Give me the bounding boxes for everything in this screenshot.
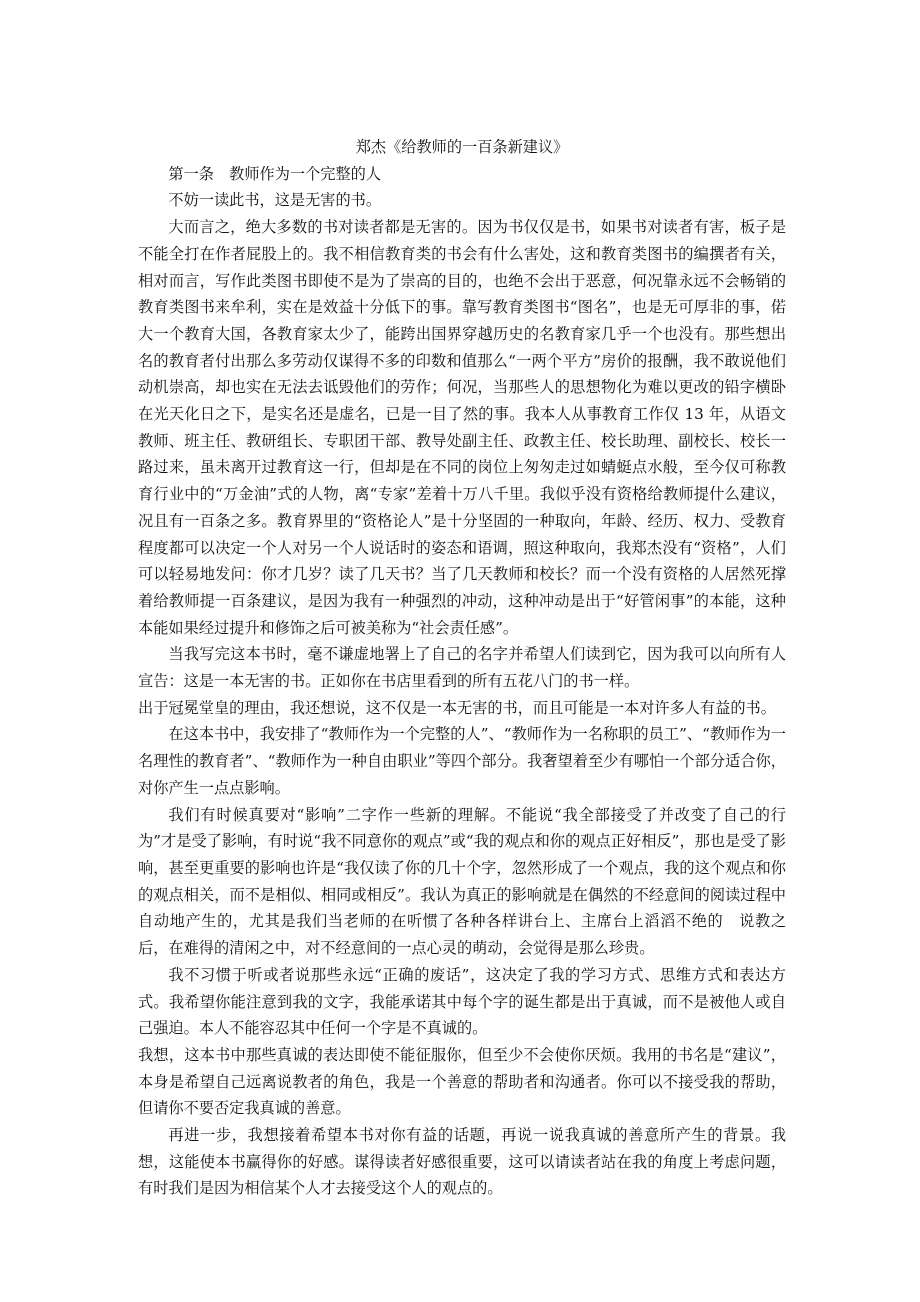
paragraph: 当我写完这本书时，毫不谦虚地署上了自己的名字并希望人们读到它，因为我可以向所有人宣告：这是一本无害的书。正如你在书店里看到的所有五花八门的书一样。 <box>138 645 786 691</box>
paragraph: 我们有时候真要对“影响”二字作一些新的理解。不能说“我全部接受了并改变了自己的行为”才是受了影响，有时说“我不同意你的观点”或“我的观点和你的观点正好相反”，那也是受了影响，甚至更重要的影响也许是“我仅读了你的几十个字，忽然形成了一个观点，我的这个观点和你的观点相关，而不是相似、相同或相反”。我认为真正的影响就是在偶然的不经意间的阅读过程中自动地产生的，尤其是我们当老师的在听惯了各种各样讲台上、主席台上滔滔不绝的 说教之后，在难得的清闲之中，对不经意间的一点心灵的萌动，会觉得是那么珍贵。 <box>138 805 786 958</box>
paragraph: 出于冠冕堂皇的理由，我还想说，这不仅是一本无害的书，而且可能是一本对许多人有益的书。 <box>138 698 776 717</box>
paragraph: 我不习惯于听或者说那些永远“正确的废话”，这决定了我的学习方式、思维方式和表达方式。我希望你能注意到我的文字，我能承诺其中每个字的诞生都是出于真诚，而不是被他人或自己强迫。本人不能容忍其中任何一个字是不真诚的。 <box>138 965 786 1038</box>
paragraph: 在这本书中，我安排了“教师作为一个完整的人”、“教师作为一名称职的员工”、“教师作为一名理性的教育者”、“教师作为一种自由职业”等四个部分。我奢望着至少有哪怕一个部分适合你，对你产生一点点影响。 <box>138 725 786 797</box>
paragraph: 不妨一读此书，这是无害的书。 <box>168 191 382 210</box>
document-title: 郑杰《给教师的一百条新建议》 <box>355 138 569 156</box>
paragraph: 再进一步，我想接着希望本书对你有益的话题，再说一说我真诚的善意所产生的背景。我想，这能使本书赢得你的好感。谋得读者好感很重要，这可以请读者站在我的角度上考虑问题，有时我们是因为相信某个人才去接受这个人的观点的。 <box>138 1126 786 1198</box>
paragraph: 我想，这本书中那些真诚的表达即使不能征服你，但至少不会使你厌烦。我用的书名是“建议”，本身是希望自己远离说教者的角色，我是一个善意的帮助者和沟通者。你可以不接受我的帮助，但请你不要否定我真诚的善意。 <box>138 1045 786 1118</box>
paragraph-list <box>138 187 786 1202</box>
document-body <box>138 134 786 1202</box>
paragraph: 大而言之，绝大多数的书对读者都是无害的。因为书仅仅是书，如果书对读者有害，板子是不能全打在作者屁股上的。我不相信教育类的书会有什么害处，这和教育类图书的编撰者有关，相对而言，写作此类图书即使不是为了崇高的目的，也绝不会出于恶意，何况靠永远不会畅销的教育类图书来牟利，实在是效益十分低下的事。靠写教育类图书“图名”，也是无可厚非的事，偌大一个教育大国，各教育家太少了，能跨出国界穿越历史的名教育家几乎一个也没有。那些想出名的教育者付出那么多劳动仅谋得不多的印数和值那么“一两个平方”房价的报酬，我不敢说他们动机崇高，却也实在无法去诋毁他们的劳作；何况，当那些人的思想物化为难以更改的铅字横卧在光天化日之下，是实名还是虚名，已是一目了然的事。我本人从事教育工作仅 13 年，从语文教师、班主任、教研组长、专职团干部、教导处副主任、政教主任、校长助理、副校长、校长一路过来，虽未离开过教育这一行，但却是在不同的岗位上匆匆走过如蜻蜓点水般，至今仅可称教育行业中的“万金油”式的人物，离“专家”差着十万八千里。我似乎没有资格给教师提什么建议，况且有一百条之多。教育界里的“资格论人”是十分坚固的一种取向，年龄、经历、权力、受教育程度都可以决定一个人对另一个人说话时的姿态和语调，照这种取向，我郑杰没有“资格”，人们可以轻易地发问：你才几岁？读了几天书？当了几天教师和校长？而一个没有资格的人居然死撑着给教师提一百条建议，是因为我有一种强烈的冲动，这种冲动是出于“好管闲事”的本能，这种本能如果经过提升和修饰之后可被美称为“社会责任感”。 <box>138 218 786 637</box>
section-heading: 第一条 教师作为一个完整的人 <box>168 164 382 183</box>
